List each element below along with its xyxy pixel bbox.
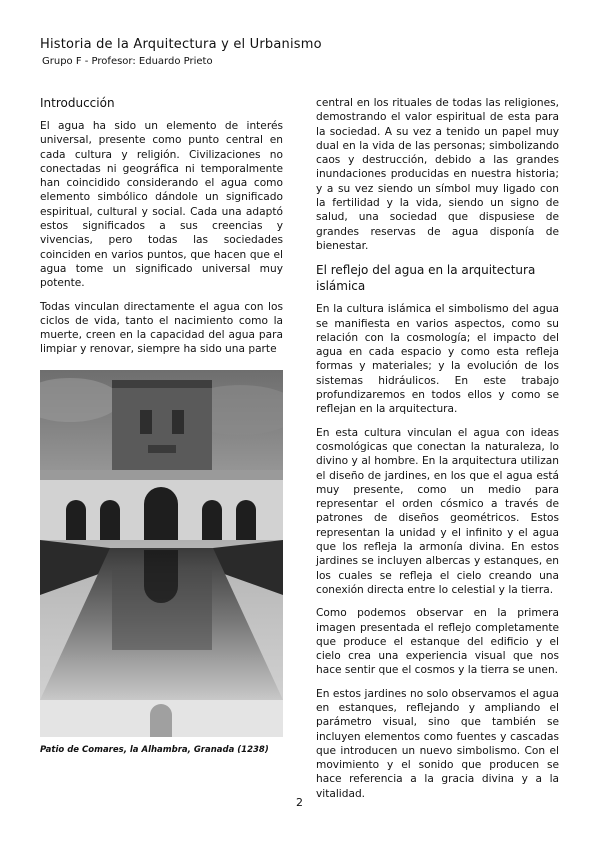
document-title: Historia de la Arquitectura y el Urbanismo: [40, 37, 322, 52]
figure-caption: Patio de Comares, la Alhambra, Granada (1238): [40, 745, 269, 755]
left-column: [40, 95, 283, 366]
page-number: 2: [296, 796, 303, 809]
right-column: [316, 96, 559, 810]
paragraph: En estos jardines no solo observamos el agua en estanques, reflejando y ampliando el parámetro visual, sino que también se incluyen elementos como fuentes y cascadas que introducen un nuevo simbolismo. Con el movimiento y el sonido que producen se hace referencia a la gracia divina y a la vitalidad.: [316, 687, 559, 800]
paragraph: Todas vinculan directamente el agua con los ciclos de vida, tanto el nacimiento como la muerte, creen en la capacidad del agua para limpiar y renovar, siempre ha sido una parte: [40, 300, 283, 356]
paragraph: central en los rituales de todas las religiones, demostrando el valor espiritual de esta para la sociedad. A su vez a tenido un papel muy dual en la vida de las personas; simbolizando caos y destrucción, debido a las grandes inundaciones producidas en nuestra historia; y a su vez siendo un símbol muy ligado con la fertilidad y la vida, siendo un signo de salud, una sociedad que dispusiese de grandes reservas de agua disponía de bienestar.: [316, 97, 559, 252]
figure-photo-patio-de-comares: [40, 370, 283, 737]
paragraph: El agua ha sido un elemento de interés universal, presente como punto central en cada cultura y religión. Civilizaciones no conectadas ni geográfica ni temporalmente han coincidido considerando el agua como elemento simbólico dándole un significado espiritual, cultural y social. Cada una adaptó estos significados a sus creencias y vivencias, pero todas las sociedades coinciden en varios puntos, que hacen que el agua tome un significado universal muy potente.: [40, 120, 283, 290]
patio-illustration: [40, 370, 283, 737]
section-heading-introduccion: Introducción: [40, 96, 115, 110]
paragraph: Como podemos observar en la primera imagen presentada el reflejo completamente que produce el estanque del edificio y el cielo crea una experiencia visual que nos hace sentir que el cosmos y la tierra se unen.: [316, 607, 559, 677]
section-heading-reflejo: El reflejo del agua en la arquitectura islámica: [316, 263, 536, 294]
paragraph: En la cultura islámica el simbolismo del agua se manifiesta en varios aspectos, como su relación con la cosmología; el impacto del agua en cada espacio y como esta refleja formas y materiales; y la evolución de los sistemas hidráulicos. En este trabajo profundizaremos en todos ellos y como se reflejan en la arquitectura.: [316, 303, 559, 416]
document-subtitle: Grupo F - Profesor: Eduardo Prieto: [42, 56, 213, 67]
paragraph: En esta cultura vinculan el agua con ideas cosmológicas que conectan la naturaleza, lo divino y al hombre. En la arquitectura utilizan el diseño de jardines, en los que el agua está muy presente, como un medio para representar el orden cósmico a través de patrones de diseños geométricos. Estos representan la unidad y el infinito y el agua que los refleja la armonía divina. En estos jardines se incluyen albercas y estanques, en los cuales se refleja el cielo creando una conexión directa entre lo celestial y la tierra.: [316, 426, 559, 596]
